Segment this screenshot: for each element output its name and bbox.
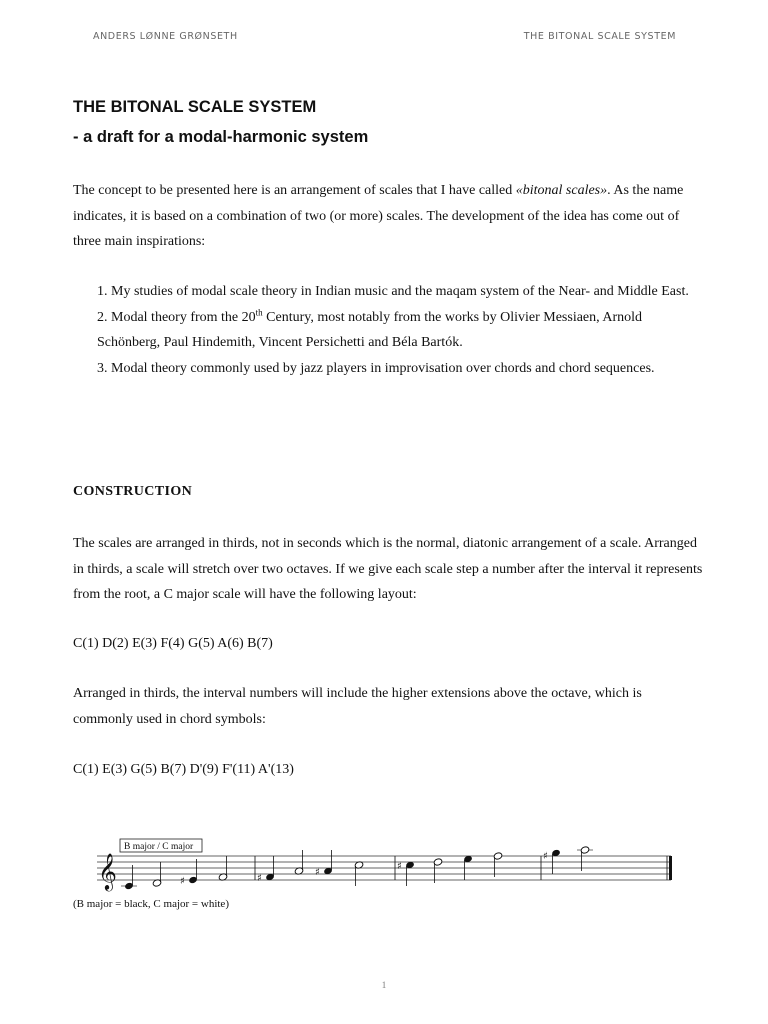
music-staff-figure [93,834,683,894]
construction-paragraph-1: The scales are arranged in thirds, not in seconds which is the normal, diatonic arrangement of a scale. Arranged in thirds, a scale will stretch over two octaves. If we give each scale step a number after the interval it represents from the root, a C major scale will have the following layout: [73,536,703,602]
superscript-th: th [255,306,263,317]
intro-paragraph [73,178,705,255]
intro-text-2: . As the name indicates, it is based on a combination of two (or more) scales. The development of the idea has come out of three main inspirations: [73,183,684,249]
construction-paragraph-2: Arranged in thirds, the interval numbers will include the higher extensions above the octave, which is commonly used in chord symbols: [73,686,642,727]
inspirations-list [97,279,707,381]
running-header-author: ANDERS LØNNE GRØNSETH [93,31,238,42]
document-subtitle: - a draft for a modal-harmonic system [73,128,369,146]
scale-in-seconds: C(1) D(2) E(3) F(4) G(5) A(6) B(7) [73,636,273,651]
treble-clef-icon: 𝄞 [98,852,117,890]
svg-text:♯: ♯ [180,876,185,887]
page-number: 1 [381,980,387,990]
list-item-text-pre: 2. Modal theory from the 20 [97,309,256,325]
list-item-text-post: Century, most notably from the works by Olivier Messiaen, Arnold Schönberg, Paul Hindemith, Vincent Persichetti and Béla Bartók. [97,309,643,350]
staff-svg [93,834,683,894]
svg-text:♯: ♯ [543,851,548,862]
final-barline [669,856,672,880]
running-header-title: THE BITONAL SCALE SYSTEM [523,31,676,42]
list-item: 3. Modal theory commonly used by jazz players in improvisation over chords and chord sequences. [97,360,655,376]
list-item: 1. My studies of modal scale theory in Indian music and the maqam system of the Near- and Middle East. [97,284,689,299]
section-heading: CONSTRUCTION [73,484,193,499]
figure-caption: (B major = black, C major = white) [73,898,229,910]
document-title: THE BITONAL SCALE SYSTEM [73,98,317,116]
list-item [97,305,707,356]
svg-text:♯: ♯ [315,867,320,878]
svg-text:♯: ♯ [397,861,402,872]
intro-emphasis: «bitonal scales» [515,183,608,198]
scale-in-thirds: C(1) E(3) G(5) B(7) D'(9) F'(11) A'(13) [73,762,294,777]
intro-text-1: The concept to be presented here is an arrangement of scales that I have called [73,183,516,198]
figure-label-text: B major / C major [124,842,194,852]
svg-text:♯: ♯ [257,873,262,884]
